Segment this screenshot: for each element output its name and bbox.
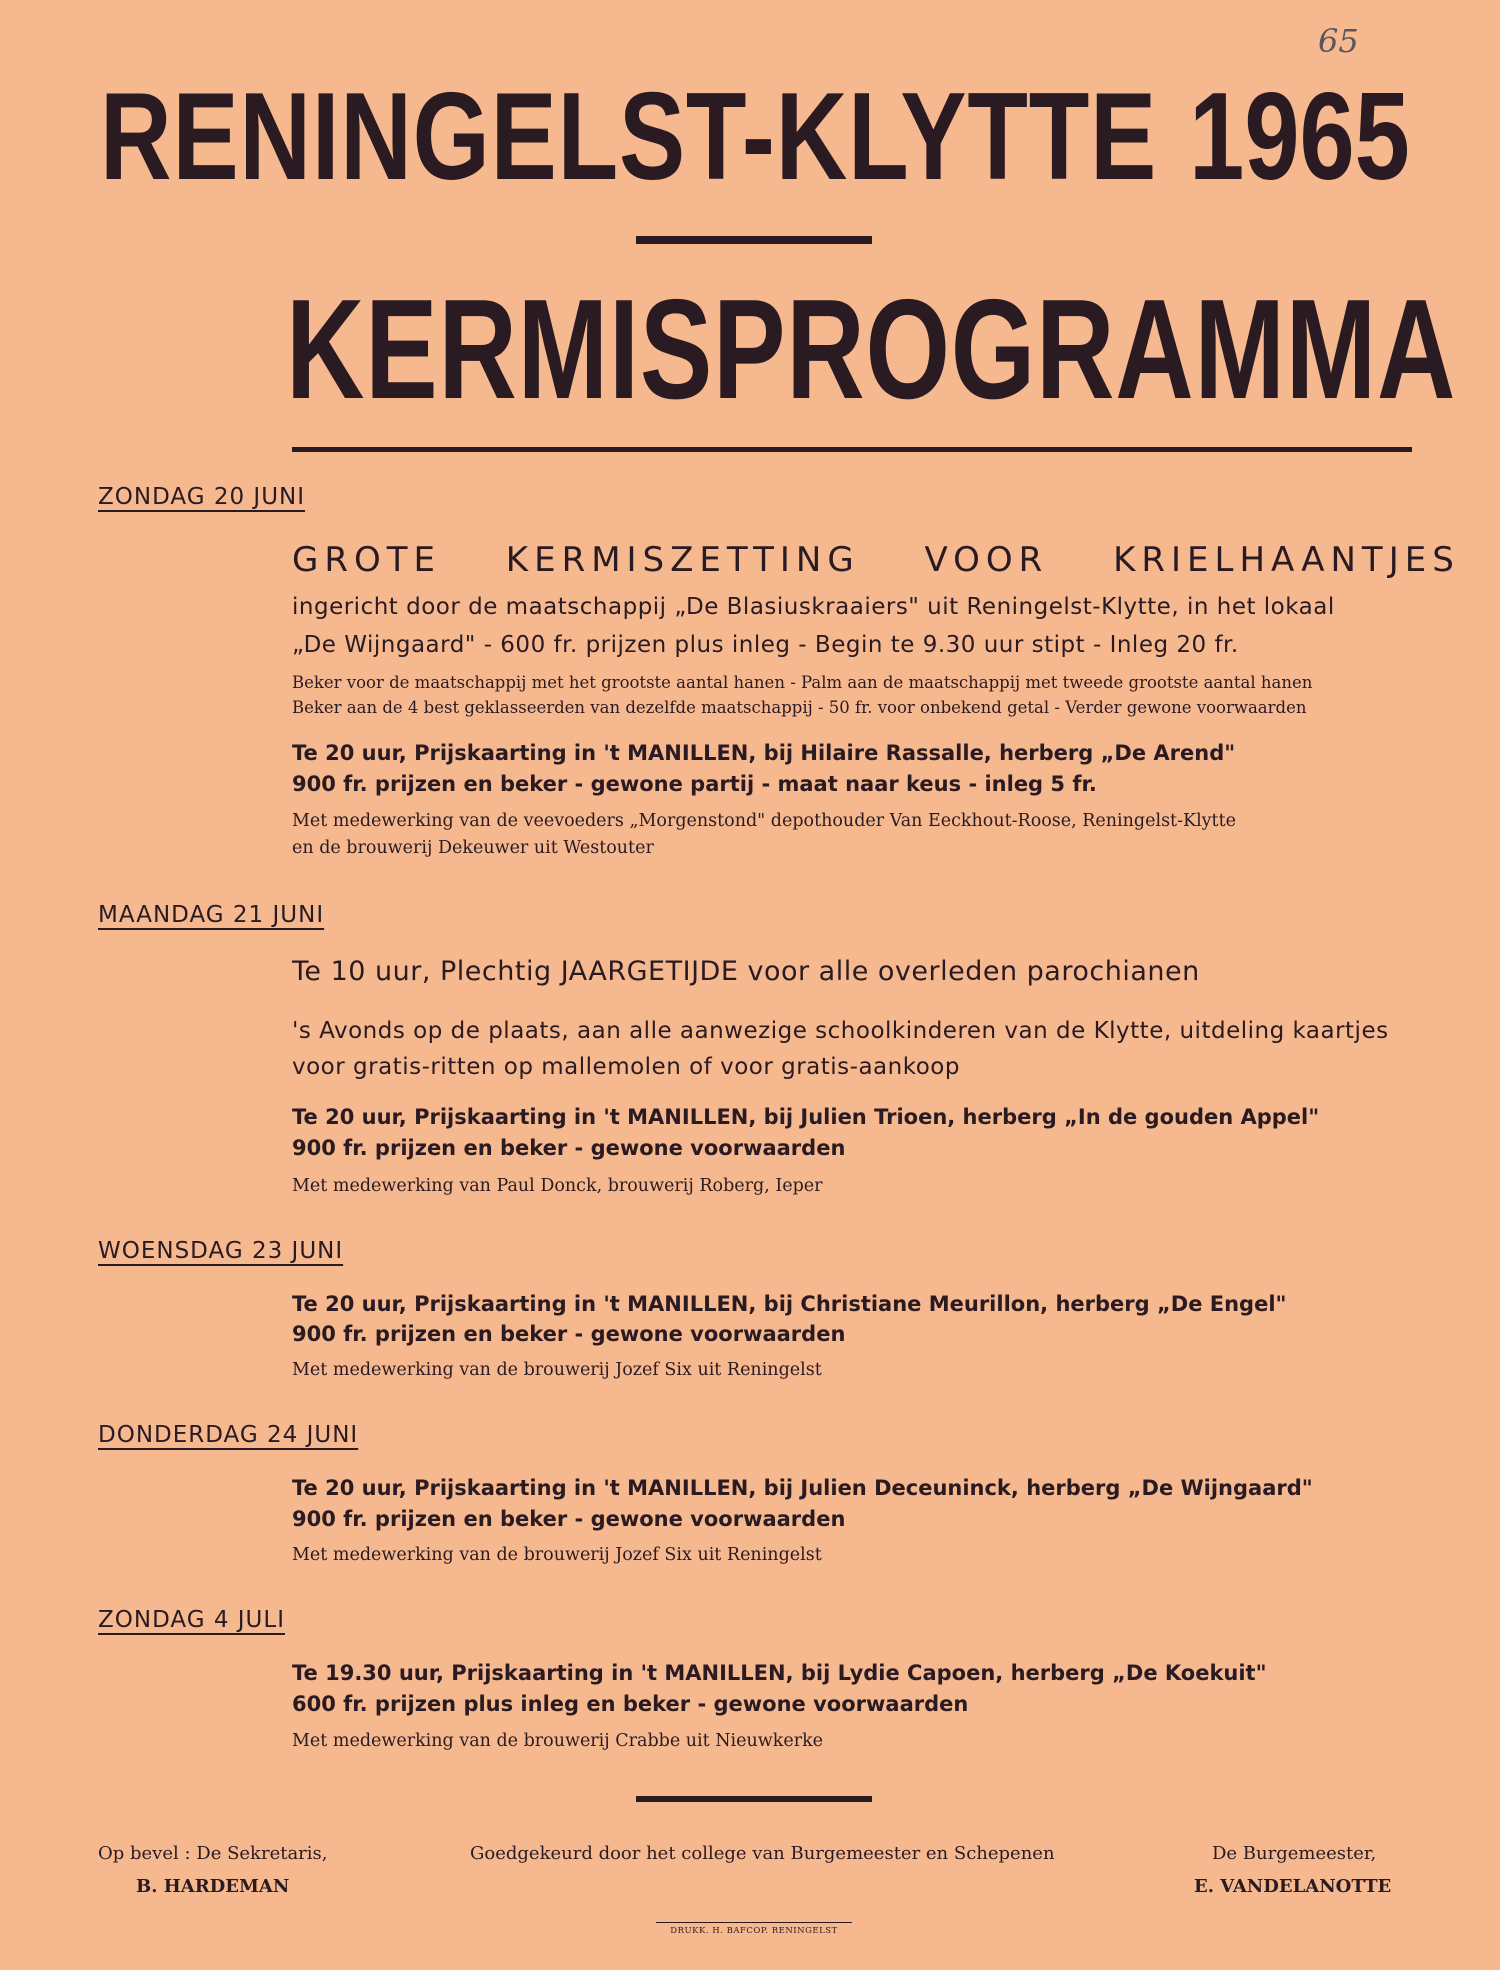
card-game-line: Te 20 uur, Prijskaarting in 't MANILLEN, bij Julien Trioen, herberg „In de gouden Appel" — [292, 1105, 1320, 1129]
header-line — [100, 62, 1410, 212]
card-game-line: Te 20 uur, Prijskaarting in 't MANILLEN, bij Christiane Meurillon, herberg „De Engel" — [292, 1292, 1287, 1316]
poster-subtitle: KERMISPROGRAMMA — [286, 270, 1457, 429]
event-desc: „De Wijngaard" - 600 fr. prijzen plus inleg - Begin te 9.30 uur stipt - Inleg 20 fr. — [292, 632, 1239, 658]
approval-note: Goedgekeurd door het college van Burgemeester en Schepenen — [470, 1843, 1055, 1864]
event-conditions: Beker aan de 4 best geklasseerden van dezelfde maatschappij - 50 fr. voor onbekend getal - Verder gewone voorwaarden — [292, 698, 1307, 717]
event-title: Te 10 uur, Plechtig JAARGETIJDE voor alle overleden parochianen — [292, 956, 1200, 987]
card-game-line: Te 20 uur, Prijskaarting in 't MANILLEN, bij Hilaire Rassalle, herberg „De Arend" — [292, 741, 1236, 765]
cooperation-line: en de brouwerij Dekeuwer uit Westouter — [292, 838, 654, 858]
event-title: GROTE KERMISZETTING VOOR KRIELHAANTJES — [292, 540, 1460, 580]
day-heading-woensdag-23-juni: WOENSDAG 23 JUNI — [98, 1238, 344, 1264]
cooperation-line: Met medewerking van de veevoeders „Morgenstond" depothouder Van Eeckhout-Roose, Reningelst-Klytte — [292, 811, 1236, 831]
event-desc: voor gratis-ritten op mallemolen of voor gratis-aankoop — [292, 1054, 960, 1080]
poster-year: 1965 — [1189, 68, 1410, 206]
cooperation-line: Met medewerking van de brouwerij Jozef Six uit Reningelst — [292, 1545, 822, 1565]
secretary-role: Op bevel : De Sekretaris, — [98, 1843, 328, 1864]
card-game-prizes: 900 fr. prijzen en beker - gewone voorwaarden — [292, 1507, 846, 1531]
secretary-name: B. HARDEMAN — [136, 1876, 290, 1897]
card-game-prizes: 900 fr. prijzen en beker - gewone partij - maat naar keus - inleg 5 fr. — [292, 772, 1097, 796]
cooperation-line: Met medewerking van Paul Donck, brouwerij Roberg, Ieper — [292, 1176, 823, 1196]
mayor-name: E. VANDELANOTTE — [1194, 1876, 1392, 1897]
card-game-prizes: 900 fr. prijzen en beker - gewone voorwaarden — [292, 1322, 846, 1346]
event-desc: ingericht door de maatschappij „De Blasiuskraaiers" uit Reningelst-Klytte, in het lokaal — [292, 594, 1335, 620]
mayor-role: De Burgemeester, — [1212, 1843, 1377, 1864]
cooperation-line: Met medewerking van de brouwerij Jozef Six uit Reningelst — [292, 1360, 822, 1380]
day-heading-zondag-4-juli: ZONDAG 4 JULI — [98, 1607, 285, 1633]
card-game-prizes: 600 fr. prijzen plus inleg en beker - gewone voorwaarden — [292, 1692, 969, 1716]
divider-subtitle — [292, 447, 1412, 452]
poster-title: RENINGELST-KLYTTE — [100, 68, 1158, 206]
card-game-line: Te 19.30 uur, Prijskaarting in 't MANILLEN, bij Lydie Capoen, herberg „De Koekuit" — [292, 1661, 1267, 1685]
day-heading-maandag-21-juni: MAANDAG 21 JUNI — [98, 902, 325, 928]
event-desc: 's Avonds op de plaats, aan alle aanwezige schoolkinderen van de Klytte, uitdeling kaartjes — [292, 1018, 1389, 1044]
cooperation-line: Met medewerking van de brouwerij Crabbe uit Nieuwkerke — [292, 1731, 824, 1751]
day-heading-zondag-20-juni: ZONDAG 20 JUNI — [98, 484, 306, 510]
day-heading-donderdag-24-juni: DONDERDAG 24 JUNI — [98, 1422, 359, 1448]
card-game-prizes: 900 fr. prijzen en beker - gewone voorwaarden — [292, 1136, 846, 1160]
divider-bottom — [636, 1796, 872, 1802]
printer-imprint: DRUKK. H. BAFCOP. RENINGELST — [656, 1922, 852, 1936]
handwritten-note: 65 — [1318, 22, 1359, 60]
card-game-line: Te 20 uur, Prijskaarting in 't MANILLEN, bij Julien Deceuninck, herberg „De Wijngaard" — [292, 1476, 1313, 1500]
event-conditions: Beker voor de maatschappij met het grootste aantal hanen - Palm aan de maatschappij met tweede grootste aantal hanen — [292, 673, 1313, 692]
divider-top — [636, 236, 872, 244]
